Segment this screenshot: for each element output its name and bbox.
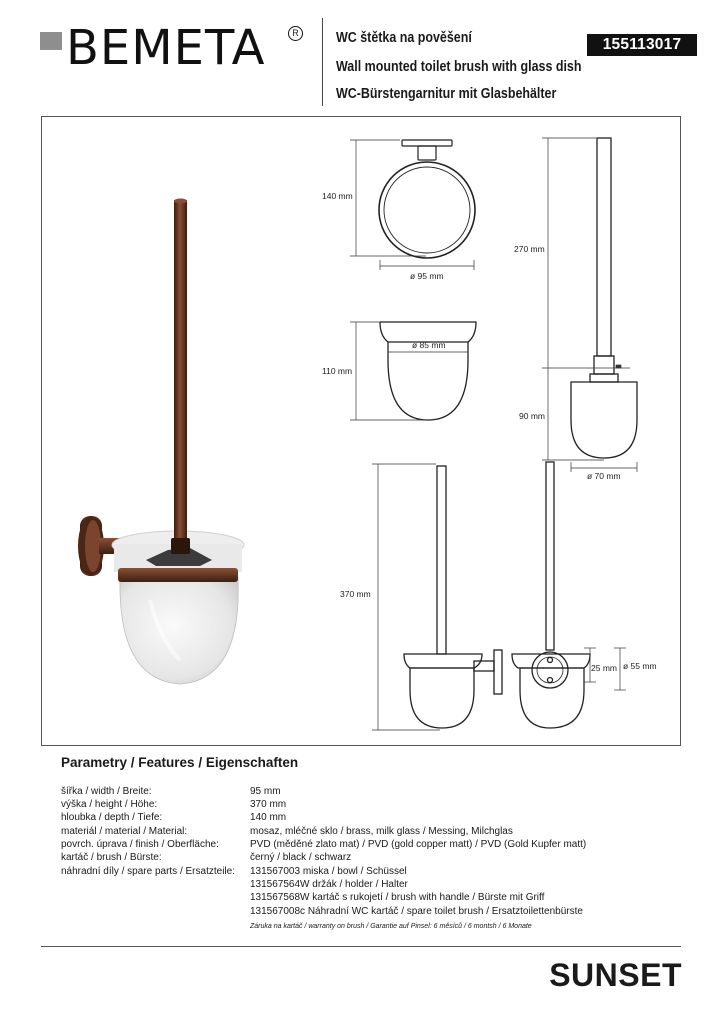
feature-value: 140 mm (250, 812, 287, 823)
feature-value: černý / black / schwarz (250, 852, 352, 863)
brush-view (571, 138, 637, 458)
dim-flange-depth: 25 mm (591, 663, 617, 673)
dim-brush-head: 90 mm (519, 411, 545, 421)
brand-logo: BEMETA (66, 20, 266, 76)
features-bottom-rule (41, 946, 681, 947)
product-code: 155113017 (587, 34, 697, 56)
feature-value: 131567568W kartáč s rukojetí / brush with handle / Bürste mit Griff (250, 892, 545, 903)
dim-bowl-diameter: ø 85 mm (412, 340, 446, 350)
feature-value: 370 mm (250, 799, 287, 810)
feature-value: 131567008c Náhradní WC kartáč / spare toilet brush / Ersatztoilettenbürste (250, 906, 583, 917)
dim-ring-height: 140 mm (322, 191, 353, 201)
assembly-side-view (404, 466, 502, 728)
ring-view (379, 140, 475, 258)
feature-value: 131567003 miska / bowl / Schüssel (250, 866, 407, 877)
feature-label: výška / height / Höhe: (61, 799, 158, 810)
feature-label: materiál / material / Material: (61, 826, 188, 837)
dim-brush-diameter: ø 70 mm (587, 471, 621, 481)
title-de: WC-Bürstengarnitur mit Glasbehälter (336, 86, 557, 102)
feature-value: PVD (měděné zlato mat) / PVD (gold copper matt) / PVD (Gold Kupfer matt) (250, 839, 587, 850)
dim-ring-diameter: ø 95 mm (410, 271, 444, 281)
bowl-view (380, 322, 476, 420)
feature-label: povrch. úprava / finish / Oberfläche: (61, 839, 219, 850)
registered-mark: R (288, 26, 303, 41)
feature-label: hloubka / depth / Tiefe: (61, 812, 163, 823)
assembly-front-view (512, 462, 590, 728)
series-name: SUNSET (549, 957, 682, 993)
dim-total-height: 370 mm (340, 589, 371, 599)
title-cz: WC štětka na pověšení (336, 30, 472, 46)
feature-label: šířka / width / Breite: (61, 786, 152, 797)
warranty-note: Záruka na kartáč / warranty on brush / Garantie auf Pinsel: 6 měsíců / 6 montsh / 6 Monate (250, 923, 532, 930)
dim-flange-diameter: ø 55 mm (623, 661, 657, 671)
feature-label: náhradní díly / spare parts / Ersatzteile: (61, 866, 235, 877)
feature-value: 95 mm (250, 786, 281, 797)
product-photo (78, 199, 244, 685)
dim-bowl-height: 110 mm (322, 366, 353, 376)
features-title: Parametry / Features / Eigenschaften (61, 755, 299, 770)
feature-value: mosaz, mléčné sklo / brass, milk glass / Messing, Milchglas (250, 826, 513, 837)
dim-brush-length: 270 mm (514, 244, 545, 254)
feature-value: 131567564W držák / holder / Halter (250, 879, 408, 890)
feature-label: kartáč / brush / Bürste: (61, 852, 162, 863)
title-en: Wall mounted toilet brush with glass dish (336, 59, 582, 75)
